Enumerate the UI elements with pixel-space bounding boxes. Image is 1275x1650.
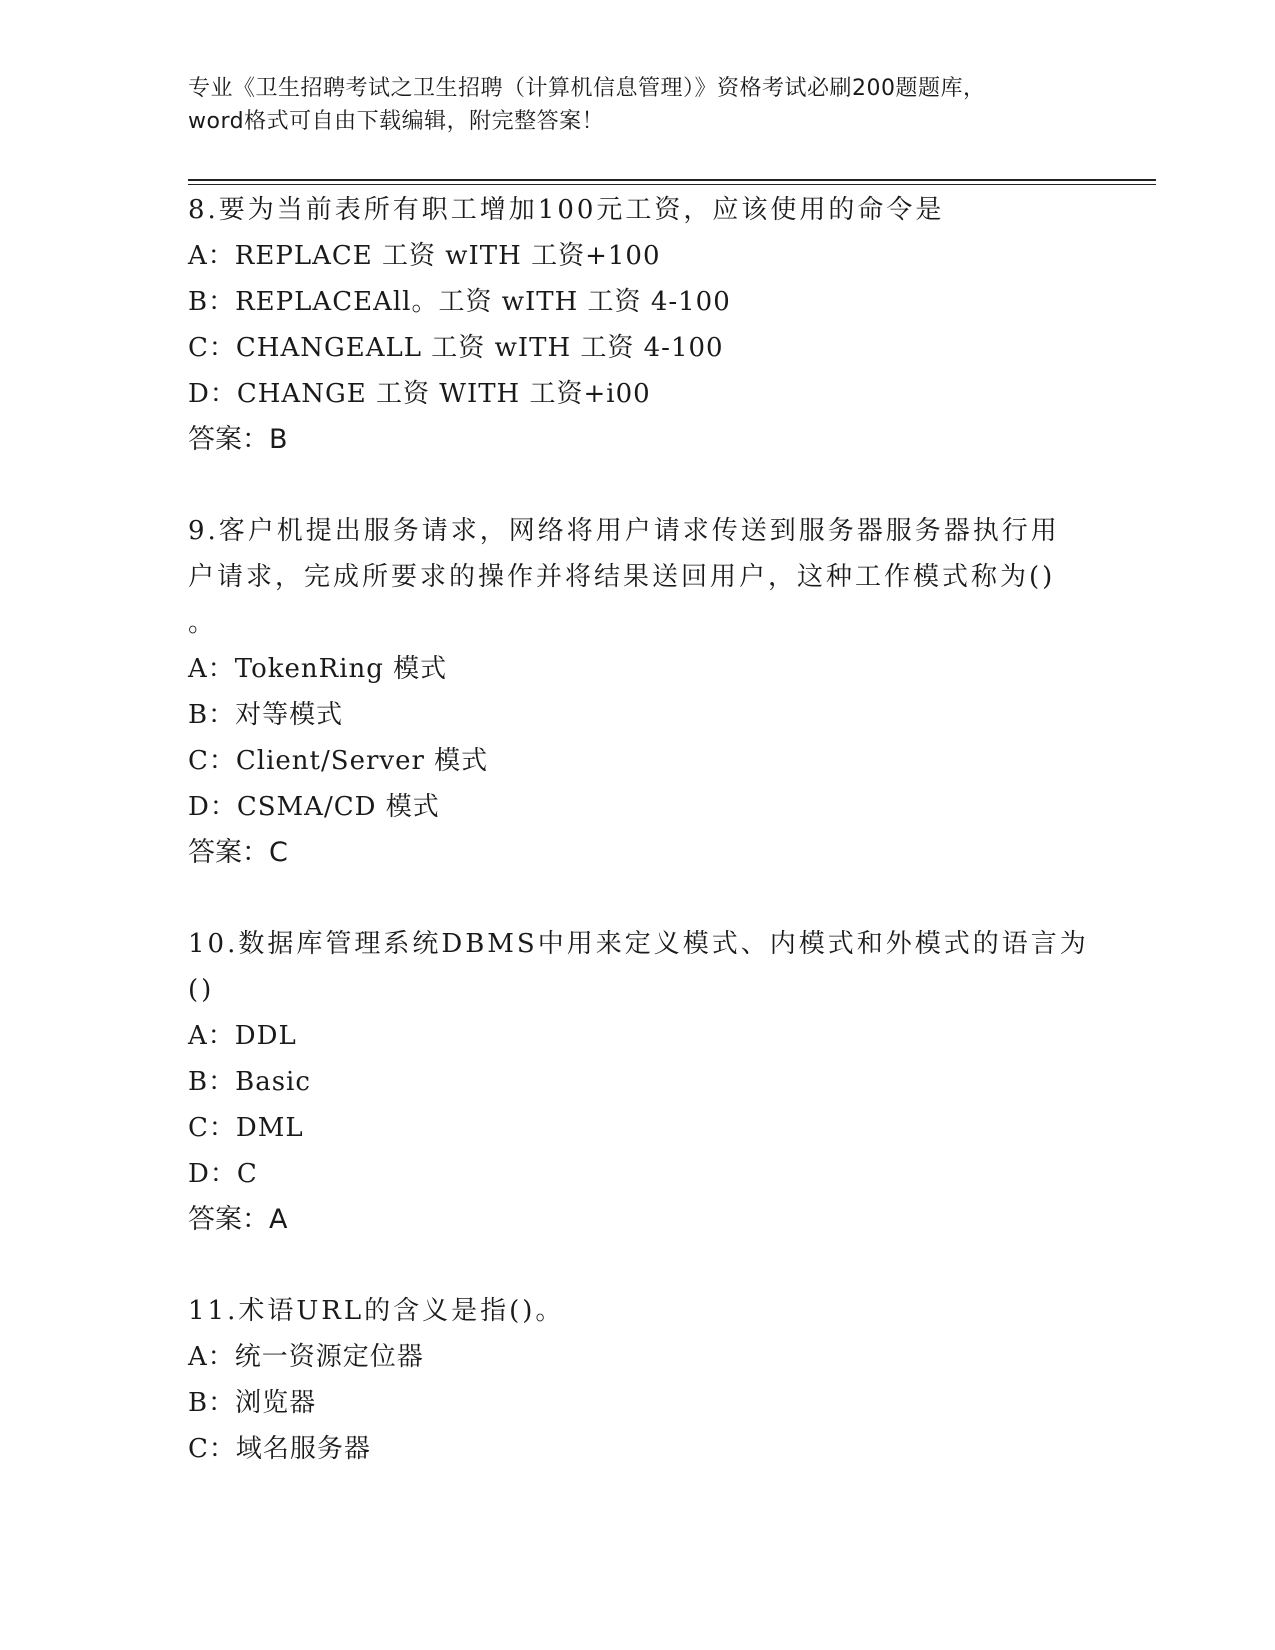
option-c: C：域名服务器 (188, 1434, 371, 1464)
header-line-1: 专业《卫生招聘考试之卫生招聘（计算机信息管理）》资格考试必刷200题题库， (188, 76, 986, 101)
option-a: A：DDL (188, 1021, 297, 1051)
option-c: C：Client/Server 模式 (188, 746, 489, 776)
answer: 答案：A (188, 1204, 288, 1235)
question-stem: 8.要为当前表所有职工增加100元工资，应该使用的命令是 (188, 195, 945, 225)
option-b: B：对等模式 (188, 700, 344, 730)
option-a: A：TokenRing 模式 (188, 654, 448, 684)
document-header (188, 72, 1088, 138)
option-d: D：CSMA/CD 模式 (188, 792, 440, 822)
option-d: D：CHANGE 工资 WITH 工资+i00 (188, 379, 651, 409)
option-b: B：浏览器 (188, 1388, 317, 1418)
header-line-2: word格式可自由下载编辑，附完整答案！ (188, 109, 605, 134)
question-stem: 9.客户机提出服务请求，网络将用户请求传送到服务器服务器执行用 (188, 516, 1060, 546)
header-divider-thin (188, 184, 1156, 185)
option-a: A：REPLACE 工资 wITH 工资+100 (188, 241, 661, 271)
question-stem: 户请求，完成所要求的操作并将结果送回用户，这种工作模式称为() (188, 562, 1056, 592)
option-b: B：Basic (188, 1067, 311, 1097)
question-8 (188, 187, 1088, 463)
option-c: C：DML (188, 1113, 304, 1143)
question-10 (188, 921, 1088, 1243)
question-stem: 。 (188, 608, 218, 638)
question-list (188, 187, 1088, 1517)
option-d: D：C (188, 1159, 258, 1189)
answer: 答案：B (188, 424, 288, 455)
question-9 (188, 508, 1088, 876)
question-11 (188, 1288, 1088, 1472)
header-divider-thick (188, 179, 1156, 181)
option-c: C：CHANGEALL 工资 wITH 工资 4-100 (188, 333, 724, 363)
question-stem: () (188, 975, 215, 1005)
question-stem: 11.术语URL的含义是指()。 (188, 1296, 565, 1326)
option-a: A：统一资源定位器 (188, 1342, 424, 1372)
option-b: B：REPLACEAll。工资 wITH 工资 4-100 (188, 287, 731, 317)
question-stem: 10.数据库管理系统DBMS中用来定义模式、内模式和外模式的语言为 (188, 929, 1089, 959)
answer: 答案：C (188, 837, 288, 868)
